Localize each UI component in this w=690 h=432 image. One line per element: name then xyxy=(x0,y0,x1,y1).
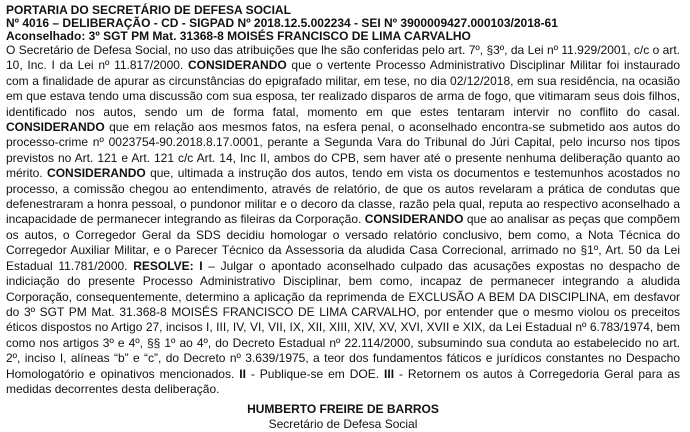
body-intro: O Secretário de Defesa Social, no uso das atribuições que lhe são conferidas pelo art. 7º, §3º, da Lei nº 11.929/2001, c/c o art. 10, Inc. I da Lei nº 11.817/2000. xyxy=(6,43,680,73)
document-title: PORTARIA DO SECRETÁRIO DE DEFESA SOCIAL xyxy=(6,3,291,17)
keyword-considerando-3: CONSIDERANDO xyxy=(47,166,146,181)
body-text-5: que ao analisar as peças que compõem os autos, o Corregedor Geral da SDS decidiu homologar o versado relatório conclusivo, bem como, a Nota Técnica do Corregedor Auxiliar Militar, e o Parecer Técnico da Assessoria da aludida Casa Correcional, arrimado no §1º, Art. 50 da Lei Estadual 11.781/2000. xyxy=(6,212,681,273)
body-text-7: - Publique-se em DOE. xyxy=(245,366,380,381)
body-text-4: que, ultimada a instrução dos autos, tendo em vista os documentos e testemunhos acostados no processo, a comissão chegou ao entendimento, através de relatório, de que os autos revelaram a prática de condutas que defenestraram a honra pessoal, o pundonor militar e o decoro da classe, razão pela qual, reputa ao respectivo aconselhado a incapacidade de permanecer integrando as fileiras da Corporação. xyxy=(6,166,680,227)
signature-block xyxy=(6,402,680,432)
aconselhado-line: Aconselhado: 3º SGT PM Mat. 31368-8 MOISÉS FRANCISCO DE LIMA CARVALHO xyxy=(6,29,471,43)
keyword-resolve: RESOLVE: I xyxy=(133,258,203,273)
keyword-considerando-1: CONSIDERANDO xyxy=(188,58,287,73)
keyword-considerando-2: CONSIDERANDO xyxy=(6,120,105,135)
body-text-8: - Retornem os autos à Corregedoria Geral para as medidas decorrentes desta deliberação. xyxy=(6,366,680,396)
keyword-item-iii: III xyxy=(384,366,395,381)
keyword-item-ii: II xyxy=(239,366,246,381)
document-body xyxy=(6,43,680,397)
body-text-2: que o vertente Processo Administrativo Disciplinar Militar foi instaurado com a finalidade de apurar as circunstâncias do epigrafado militar, em tese, no dia 02/12/2018, em sua residência, na ocasião em que estava tendo uma discussão com sua esposa, ter realizado disparos de arma de fogo, que vitimaram seus dois filhos, identificado nos autos, sendo um de forma fatal, momento em que estes tentaram intervir no conflito do casal. xyxy=(6,58,680,119)
keyword-considerando-4: CONSIDERANDO xyxy=(364,212,464,227)
body-text-3: que em relação aos mesmos fatos, na esfera penal, o aconselhado encontra-se submetido aos autos do processo-crime nº 0023754-90.2018.8.17.0001, perante a Segunda Vara do Tribunal do Júri Capital, pelo incurso nos tipos previstos no Art. 121 e Art. 121 c/c Art. 14, Inc II, ambos do CPB, sem haver até o presente nenhuma deliberação quanto ao mérito. xyxy=(6,120,680,181)
body-text-6: – Julgar o apontado aconselhado culpado das acusações expostas no despacho de indiciação do presente Processo Administrativo Disciplinar, bem como, incapaz de permanecer integrando a aludida Corporação, consequentemente, determino a aplicação da reprimenda de EXCLUSÃO A BEM DA DISCIPLINA, em desfavor do 3º SGT PM Mat. 31.368-8 MOISÉS FRANCISCO DE LIMA CARVALHO, por entender que o mesmo violou os preceitos éticos dispostos no Artigo 27, incisos I, III, IV, VI, VII, IX, XII, XIII, XIV, XV, XVI, XVII e XIX, da Lei Estadual nº 6.783/1974, bem como nos artigos 3º e 4º, §§ 1º ao 4º, do Decreto Estadual nº 22.114/2000, subsumindo sua conduta ao estabelecido no art. 2º, inciso I, alíneas “b” e “c”, do Decreto nº 3.639/1975, a teor dos fundamentos fáticos e jurídicos constantes no Despacho Homologatório e opinativos mencionados. xyxy=(6,258,681,381)
signatory-title: Secretário de Defesa Social xyxy=(268,417,418,432)
deliberation-reference: Nº 4016 – DELIBERAÇÃO - CD - SIGPAD Nº 2018.12.5.002234 - SEI Nº 3900009427.000103/2018-61 xyxy=(6,16,558,30)
signatory-name: HUMBERTO FREIRE DE BARROS xyxy=(247,402,439,417)
